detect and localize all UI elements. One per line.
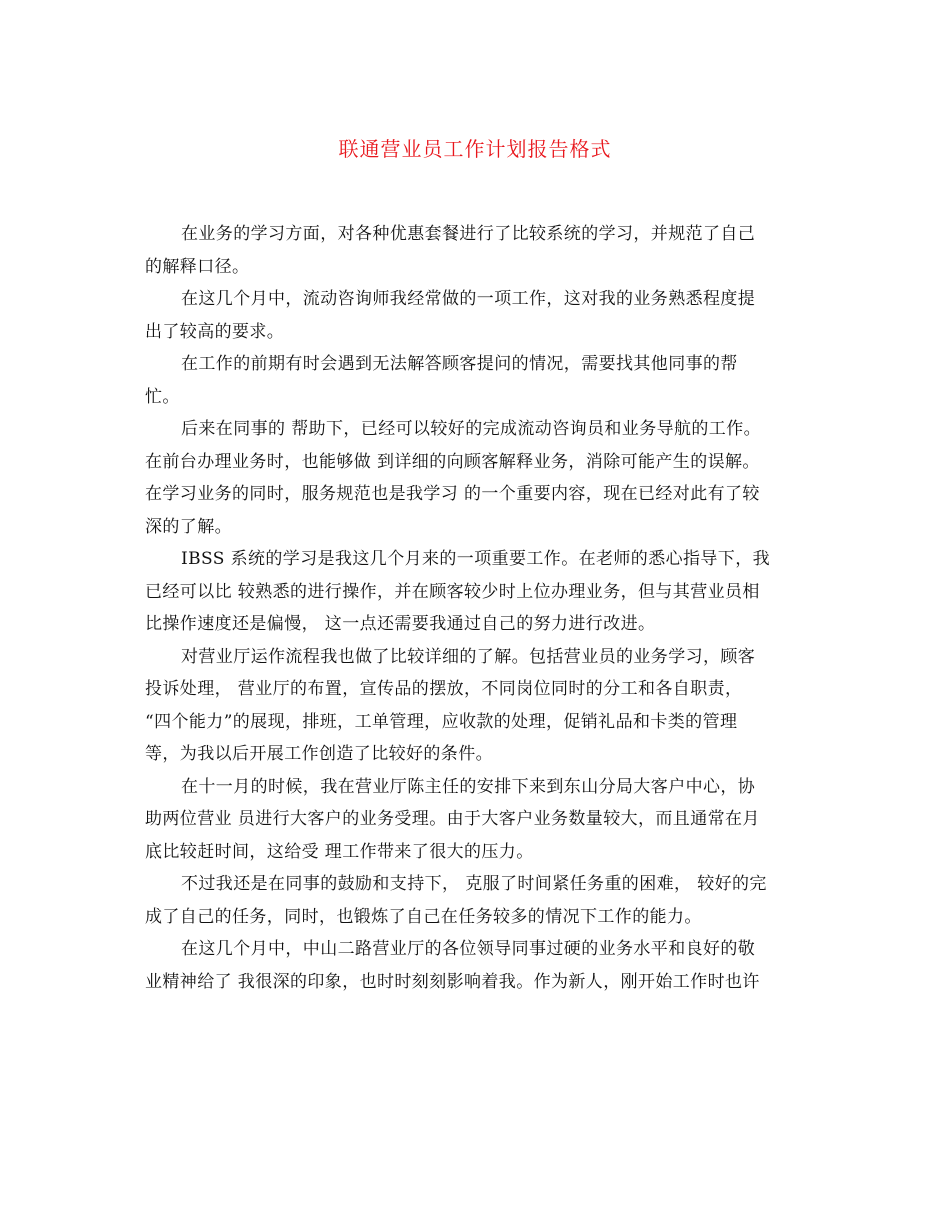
paragraph-line: 在这几个月中，流动咨询师我经常做的一项工作，这对我的业务熟悉程度提 <box>181 289 756 309</box>
body-paragraph <box>145 868 807 933</box>
paragraph-line: 出了较高的要求。 <box>145 321 285 342</box>
document-body <box>145 218 807 998</box>
body-paragraph <box>145 413 807 543</box>
paragraph-line: 在工作的前期有时会遇到无法解答顾客提问的情况，需要找其他同事的帮 <box>181 354 738 374</box>
paragraph-line: 对营业厅运作流程我也做了比较详细的了解。包括营业员的业务学习，顾客 <box>181 646 756 667</box>
paragraph-line: 后来在同事的 帮助下，已经可以较好的完成流动咨询员和业务导航的工作。 <box>181 419 762 439</box>
body-paragraph <box>145 543 807 641</box>
paragraph-line: “四个能力”的展现，排班，工单管理，应收款的处理，促销礼品和卡类的管理 <box>145 711 738 732</box>
paragraph-line: IBSS 系统的学习是我这几个月来的一项重要工作。在老师的悉心指导下，我 <box>181 549 771 569</box>
paragraph-line: 在这几个月中，中山二路营业厅的各位领导同事过硬的业务水平和良好的敬 <box>181 939 756 959</box>
body-paragraph <box>145 933 807 998</box>
paragraph-line: 已经可以比 较熟悉的进行操作，并在顾客较少时上位办理业务，但与其营业员相 <box>145 581 760 602</box>
paragraph-line: 业精神给了 我很深的印象，也时时刻刻影响着我。作为新人，刚开始工作时也许 <box>145 971 760 992</box>
paragraph-line: 底比较赶时间，这给受 理工作带来了很大的压力。 <box>145 841 534 862</box>
paragraph-line: 忙。 <box>145 386 180 407</box>
paragraph-line: 在业务的学习方面，对各种优惠套餐进行了比较系统的学习，并规范了自己 <box>181 224 756 244</box>
paragraph-line: 的解释口径。 <box>145 256 250 277</box>
paragraph-line: 在十一月的时候，我在营业厅陈主任的安排下来到东山分局大客户中心，协 <box>181 776 756 797</box>
body-paragraph <box>145 348 807 413</box>
paragraph-line: 成了自己的任务，同时，也锻炼了自己在任务较多的情况下工作的能力。 <box>145 906 702 927</box>
paragraph-line: 不过我还是在同事的鼓励和支持下， 克服了时间紧任务重的困难， 较好的完 <box>181 874 767 894</box>
paragraph-line: 等，为我以后开展工作创造了比较好的条件。 <box>145 744 493 764</box>
body-paragraph <box>145 641 807 771</box>
paragraph-line: 在学习业务的同时，服务规范也是我学习 的一个重要内容，现在已经对此有了较 <box>145 484 760 504</box>
paragraph-line: 比操作速度还是偏慢， 这一点还需要我通过自己的努力进行改进。 <box>145 614 656 634</box>
document-title: 联通营业员工作计划报告格式 <box>338 137 612 161</box>
paragraph-line: 助两位营业 员进行大客户的业务受理。由于大客户业务数量较大，而且通常在月 <box>145 809 760 829</box>
body-paragraph <box>145 218 807 283</box>
paragraph-line: 深的了解。 <box>145 516 232 537</box>
body-paragraph <box>145 283 807 348</box>
body-paragraph <box>145 771 807 869</box>
paragraph-line: 投诉处理， 营业厅的布置，宣传品的摆放，不同岗位同时的分工和各自职责， <box>145 679 743 699</box>
paragraph-line: 在前台办理业务时，也能够做 到详细的向顾客解释业务，消除可能产生的误解。 <box>145 451 760 472</box>
